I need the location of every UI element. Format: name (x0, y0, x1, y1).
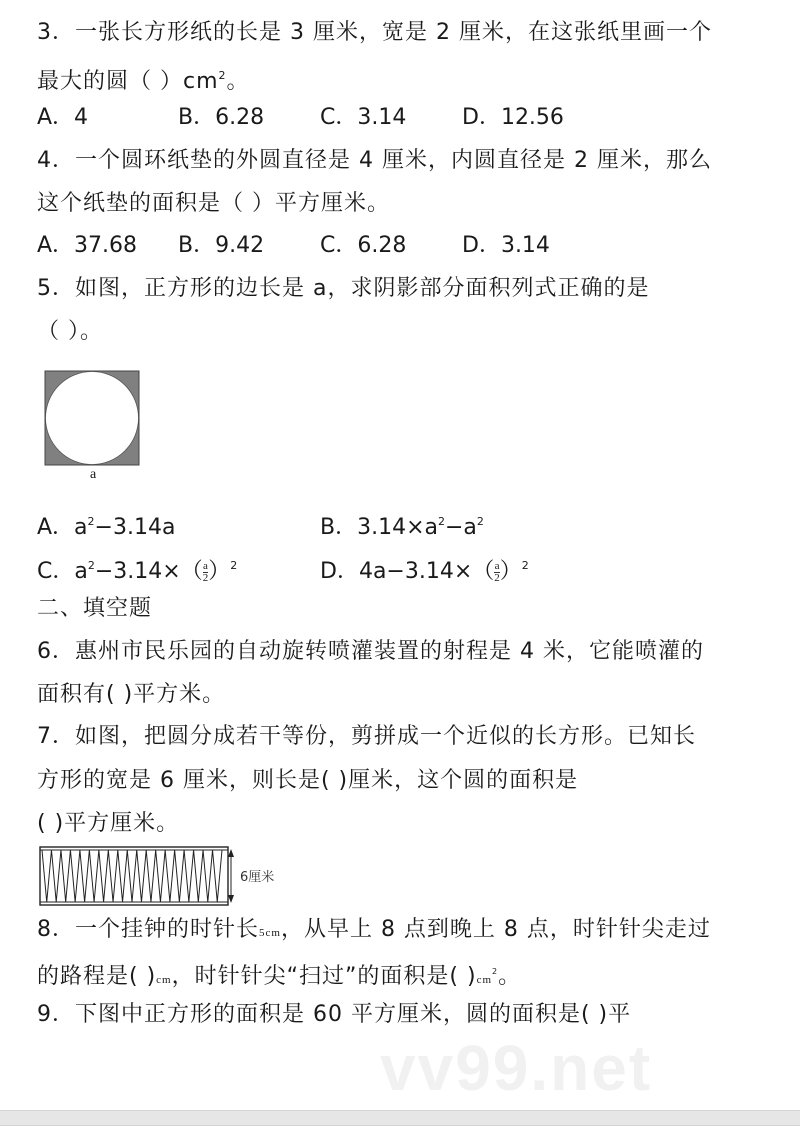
figure-width-label: 6厘米 (240, 866, 274, 885)
q8-line2 (37, 957, 521, 995)
q4-line1: 4．一个圆环纸垫的外圆直径是 4 厘米，内圆直径是 2 厘米，那么 (37, 148, 712, 173)
numerator: a (203, 559, 208, 572)
q8-text: 的路程是( ) (37, 964, 157, 989)
opt-sup: 2 (438, 515, 445, 528)
q7-line2: 方形的宽是 6 厘米，则长是( )厘米，这个圆的面积是 (37, 768, 579, 793)
numerator: a (494, 559, 500, 572)
q5-option-b (320, 507, 484, 543)
sector-zigzag (42, 850, 222, 902)
q5-option-c (37, 551, 237, 587)
opt-text: ） (208, 559, 231, 584)
q6-line2: 面积有( )平方米。 (37, 682, 226, 707)
q3-line1: 3．一张长方形纸的长是 3 厘米，宽是 2 厘米，在这张纸里画一个 (37, 20, 712, 45)
q6-line1: 6．惠州市民乐园的自动旋转喷灌装置的射程是 4 米，它能喷灌的 (37, 639, 704, 664)
q3-option-d: D．12.56 (462, 105, 564, 130)
q4-line2: 这个纸垫的面积是（ ）平方厘米。 (37, 191, 390, 216)
q5-line1: 5．如图，正方形的边长是 a，求阴影部分面积列式正确的是 (37, 276, 650, 301)
watermark: vv99.net (380, 1032, 653, 1104)
opt-sup: 2 (87, 559, 95, 572)
opt-text: D．4a−3.14×（ (320, 559, 495, 584)
q8-end: 。 (498, 964, 522, 989)
q8-unit: cm (156, 974, 172, 986)
q7-line3: ( )平方厘米。 (37, 811, 180, 836)
arrow-down-icon (228, 895, 234, 903)
arrow-up-icon (228, 849, 234, 857)
square-circle-figure (44, 370, 144, 466)
q4-option-b: B．9.42 (178, 233, 265, 258)
rearranged-circle-figure (38, 845, 238, 909)
q3-option-c: C．3.14 (320, 105, 407, 130)
opt-text: B．3.14×a (320, 515, 438, 540)
q8-unit: 5cm (259, 927, 281, 939)
q4-option-a: A．37.68 (37, 233, 138, 258)
q9-line1: 9．下图中正方形的面积是 60 平方厘米，圆的面积是( )平 (37, 1002, 632, 1027)
q4-option-c: C．6.28 (320, 233, 407, 258)
q8-unit: cm (476, 974, 493, 986)
opt-text: −3.14a (94, 515, 176, 540)
figure-label-a: a (90, 467, 97, 482)
q3-end: 。 (226, 69, 250, 94)
q8-sup: 2 (492, 967, 499, 976)
opt-sup: 2 (476, 515, 484, 528)
opt-text: −3.14×（ (94, 559, 203, 584)
opt-text: ） (499, 559, 522, 584)
denominator: 2 (202, 571, 209, 584)
opt-text: C．a (37, 559, 88, 584)
q7-line1: 7．如图，把圆分成若干等份，剪拼成一个近似的长方形。已知长 (37, 724, 696, 749)
q5-option-d (320, 551, 529, 587)
section-heading: 二、填空题 (37, 596, 153, 621)
q5-line2: （ ）。 (37, 319, 103, 344)
q8-text: ，从早上 8 点到晚上 8 点，时针针尖走过 (280, 917, 711, 942)
q3-line2 (37, 61, 250, 97)
opt-text: −a (445, 515, 477, 540)
opt-sup: 2 (521, 559, 529, 572)
q3-option-b: B．6.28 (178, 105, 265, 130)
q5-option-a (37, 507, 175, 543)
q3-text: 最大的圆（ ）cm (37, 69, 219, 94)
q8-text: ，时针针尖“扫过”的面积是( ) (171, 964, 477, 989)
denominator: 2 (494, 571, 500, 584)
opt-sup: 2 (230, 559, 238, 572)
q4-option-d: D．3.14 (462, 233, 550, 258)
q3-sup: 2 (218, 69, 227, 82)
inscribed-circle (46, 372, 139, 465)
q8-text: 8．一个挂钟的时针长 (37, 917, 259, 942)
opt-sup: 2 (87, 515, 95, 528)
page-separator (0, 1110, 800, 1126)
q3-option-a: A．4 (37, 105, 89, 130)
q8-line1 (37, 915, 711, 948)
opt-text: A．a (37, 515, 88, 540)
